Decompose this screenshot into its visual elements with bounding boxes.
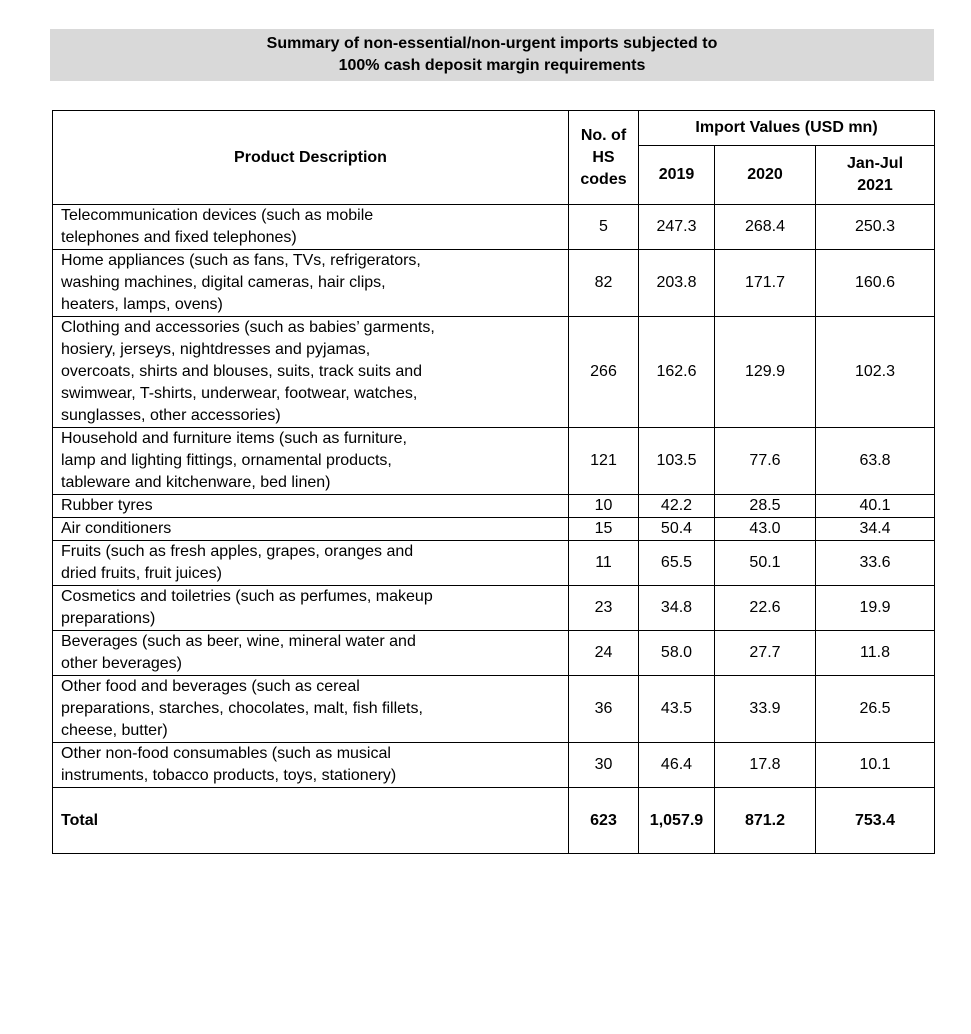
header-import-values: Import Values (USD mn) bbox=[639, 111, 935, 146]
product-description-line: tableware and kitchenware, bed linen) bbox=[61, 474, 331, 491]
product-description-line: preparations) bbox=[61, 610, 156, 627]
value-jan-jul-2021-cell: 160.6 bbox=[816, 250, 935, 317]
product-description-line: swimwear, T-shirts, underwear, footwear, watches, bbox=[61, 385, 418, 402]
header-hs-codes: No. of HS codes bbox=[569, 111, 639, 205]
table-title-line-1: Summary of non-essential/non-urgent imports subjected to bbox=[266, 35, 718, 52]
product-description-cell bbox=[53, 495, 569, 518]
product-description-line: Cosmetics and toiletries (such as perfumes, makeup bbox=[61, 588, 433, 605]
value-2019-cell: 50.4 bbox=[639, 518, 715, 541]
product-description-cell bbox=[53, 428, 569, 495]
product-description-line: overcoats, shirts and blouses, suits, track suits and bbox=[61, 363, 423, 380]
total-label: Total bbox=[53, 788, 569, 854]
total-hs-codes: 623 bbox=[569, 788, 639, 854]
value-jan-jul-2021-cell: 11.8 bbox=[816, 631, 935, 676]
header-jan-jul-2021: Jan-Jul 2021 bbox=[816, 146, 935, 205]
product-description-line: dried fruits, fruit juices) bbox=[61, 565, 222, 582]
product-description-cell bbox=[53, 317, 569, 428]
product-description-line: cheese, butter) bbox=[61, 722, 168, 739]
hs-codes-cell: 11 bbox=[569, 541, 639, 586]
table-row bbox=[53, 317, 935, 428]
product-description-line: Air conditioners bbox=[61, 520, 172, 537]
product-description-line: lamp and lighting fittings, ornamental products, bbox=[61, 452, 392, 469]
header-year-2020: 2020 bbox=[715, 146, 816, 205]
table-row bbox=[53, 676, 935, 743]
hs-codes-cell: 15 bbox=[569, 518, 639, 541]
product-description-cell bbox=[53, 518, 569, 541]
table-row bbox=[53, 205, 935, 250]
value-2020-cell: 171.7 bbox=[715, 250, 816, 317]
hs-codes-cell: 36 bbox=[569, 676, 639, 743]
value-2020-cell: 43.0 bbox=[715, 518, 816, 541]
table-row bbox=[53, 428, 935, 495]
value-2019-cell: 103.5 bbox=[639, 428, 715, 495]
table-body bbox=[53, 205, 935, 788]
table-title bbox=[50, 29, 934, 81]
value-2019-cell: 58.0 bbox=[639, 631, 715, 676]
product-description-line: Fruits (such as fresh apples, grapes, oranges and bbox=[61, 543, 414, 560]
value-2019-cell: 247.3 bbox=[639, 205, 715, 250]
value-jan-jul-2021-cell: 250.3 bbox=[816, 205, 935, 250]
hs-codes-cell: 5 bbox=[569, 205, 639, 250]
product-description-line: hosiery, jerseys, nightdresses and pyjamas, bbox=[61, 341, 371, 358]
product-description-line: telephones and fixed telephones) bbox=[61, 229, 297, 246]
product-description-line: Clothing and accessories (such as babies’ garments, bbox=[61, 319, 435, 336]
header-product-description: Product Description bbox=[53, 111, 569, 205]
product-description-line: Home appliances (such as fans, TVs, refrigerators, bbox=[61, 252, 421, 269]
total-row bbox=[53, 788, 935, 854]
product-description-line: Beverages (such as beer, wine, mineral water and bbox=[61, 633, 416, 650]
hs-codes-cell: 30 bbox=[569, 743, 639, 788]
product-description-line: instruments, tobacco products, toys, stationery) bbox=[61, 767, 397, 784]
value-2020-cell: 33.9 bbox=[715, 676, 816, 743]
value-jan-jul-2021-cell: 34.4 bbox=[816, 518, 935, 541]
value-2019-cell: 65.5 bbox=[639, 541, 715, 586]
product-description-line: sunglasses, other accessories) bbox=[61, 407, 281, 424]
total-jan-jul-2021: 753.4 bbox=[816, 788, 935, 854]
product-description-line: washing machines, digital cameras, hair clips, bbox=[61, 274, 386, 291]
hs-codes-cell: 23 bbox=[569, 586, 639, 631]
hs-codes-cell: 266 bbox=[569, 317, 639, 428]
product-description-cell bbox=[53, 586, 569, 631]
value-2019-cell: 42.2 bbox=[639, 495, 715, 518]
table-row bbox=[53, 495, 935, 518]
value-2019-cell: 34.8 bbox=[639, 586, 715, 631]
hs-codes-cell: 82 bbox=[569, 250, 639, 317]
value-2019-cell: 46.4 bbox=[639, 743, 715, 788]
product-description-line: heaters, lamps, ovens) bbox=[61, 296, 223, 313]
product-description-cell bbox=[53, 631, 569, 676]
value-jan-jul-2021-cell: 40.1 bbox=[816, 495, 935, 518]
value-2020-cell: 77.6 bbox=[715, 428, 816, 495]
total-2019: 1,057.9 bbox=[639, 788, 715, 854]
value-jan-jul-2021-cell: 33.6 bbox=[816, 541, 935, 586]
table-header bbox=[53, 111, 935, 205]
table-row bbox=[53, 518, 935, 541]
value-2020-cell: 28.5 bbox=[715, 495, 816, 518]
value-jan-jul-2021-cell: 63.8 bbox=[816, 428, 935, 495]
product-description-cell bbox=[53, 250, 569, 317]
product-description-line: Other non-food consumables (such as musical bbox=[61, 745, 391, 762]
product-description-line: Rubber tyres bbox=[61, 497, 153, 514]
value-2020-cell: 129.9 bbox=[715, 317, 816, 428]
product-description-line: other beverages) bbox=[61, 655, 182, 672]
value-2019-cell: 203.8 bbox=[639, 250, 715, 317]
table-title-line-2: 100% cash deposit margin requirements bbox=[338, 57, 646, 74]
product-description-line: Telecommunication devices (such as mobile bbox=[61, 207, 374, 224]
product-description-cell bbox=[53, 676, 569, 743]
value-2019-cell: 162.6 bbox=[639, 317, 715, 428]
value-jan-jul-2021-cell: 10.1 bbox=[816, 743, 935, 788]
value-2019-cell: 43.5 bbox=[639, 676, 715, 743]
value-2020-cell: 17.8 bbox=[715, 743, 816, 788]
product-description-cell bbox=[53, 541, 569, 586]
product-description-line: Household and furniture items (such as furniture, bbox=[61, 430, 407, 447]
product-description-line: Other food and beverages (such as cereal bbox=[61, 678, 360, 695]
header-year-2019: 2019 bbox=[639, 146, 715, 205]
table-row bbox=[53, 541, 935, 586]
value-2020-cell: 22.6 bbox=[715, 586, 816, 631]
table-row bbox=[53, 743, 935, 788]
table-row bbox=[53, 586, 935, 631]
product-description-line: preparations, starches, chocolates, malt, fish fillets, bbox=[61, 700, 423, 717]
product-description-cell bbox=[53, 743, 569, 788]
value-jan-jul-2021-cell: 26.5 bbox=[816, 676, 935, 743]
value-jan-jul-2021-cell: 102.3 bbox=[816, 317, 935, 428]
value-jan-jul-2021-cell: 19.9 bbox=[816, 586, 935, 631]
hs-codes-cell: 24 bbox=[569, 631, 639, 676]
product-description-cell bbox=[53, 205, 569, 250]
table-row bbox=[53, 250, 935, 317]
value-2020-cell: 27.7 bbox=[715, 631, 816, 676]
total-2020: 871.2 bbox=[715, 788, 816, 854]
value-2020-cell: 268.4 bbox=[715, 205, 816, 250]
imports-table bbox=[52, 110, 935, 854]
table-row bbox=[53, 631, 935, 676]
hs-codes-cell: 121 bbox=[569, 428, 639, 495]
value-2020-cell: 50.1 bbox=[715, 541, 816, 586]
hs-codes-cell: 10 bbox=[569, 495, 639, 518]
